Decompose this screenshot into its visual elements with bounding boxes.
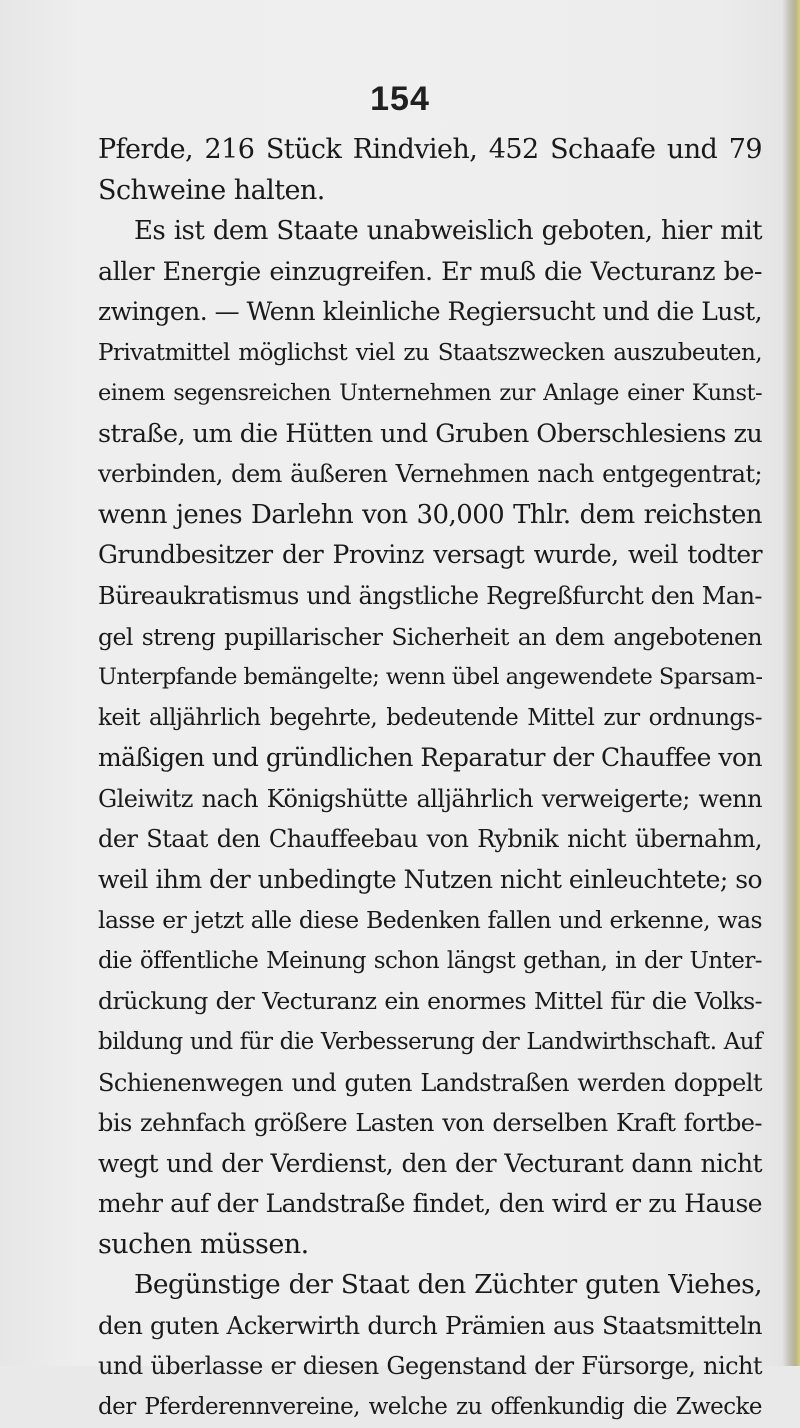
text-line: Schienenwegen und guten Landstraßen werden doppelt [98, 1068, 762, 1097]
page-edge-shadow [782, 0, 800, 1366]
body-text [98, 130, 762, 1428]
page-number: 154 [370, 80, 430, 118]
text-line: bis zehnfach größere Lasten von derselben Kraft fortbe- [98, 1109, 762, 1138]
text-line: Pferde, 216 Stück Rindvieh, 452 Schaafe und 79 [98, 134, 762, 165]
text-line: Begünstige der Staat den Züchter guten Viehes, [134, 1269, 762, 1301]
text-line: und überlasse er diesen Gegenstand der Fürsorge, nicht [98, 1352, 762, 1381]
text-line: Privatmittel möglichst viel zu Staatszwecken auszubeuten, [98, 339, 762, 366]
text-line: Schweine halten. [98, 174, 325, 206]
text-line: weil ihm der unbedingte Nutzen nicht einleuchtete; so [98, 864, 762, 894]
text-line: der Pferderennvereine, welche zu offenkundig die Zwecke [98, 1393, 762, 1420]
text-line: gel streng pupillarischer Sicherheit an dem angebotenen [98, 622, 762, 651]
text-line: einem segensreichen Unternehmen zur Anlage einer Kunst- [98, 380, 762, 407]
text-line: Es ist dem Staate unabweislich geboten, hier mit [134, 216, 762, 247]
text-line: keit alljährlich begehrte, bedeutende Mittel zur ordnungs- [98, 704, 762, 731]
text-line: Gleiwitz nach Königshütte alljährlich verweigerte; wenn [98, 784, 762, 813]
text-line: suchen müssen. [98, 1228, 309, 1260]
text-line: der Staat den Chauffeebau von Rybnik nicht übernahm, [98, 825, 762, 854]
text-line: die öffentliche Meinung schon längst gethan, in der Unter- [98, 947, 762, 974]
text-line: Unterpfande bemängelte; wenn übel angewendete Sparsam- [98, 664, 763, 691]
text-line: straße, um die Hütten und Gruben Oberschlesiens zu [98, 418, 763, 449]
text-line: Grundbesitzer der Provinz versagt wurde, weil todter [98, 540, 762, 570]
text-line: lasse er jetzt alle diese Bedenken fallen und erkenne, was [98, 906, 762, 935]
text-line: den guten Ackerwirth durch Prämien aus Staatsmitteln [98, 1310, 762, 1340]
text-line: Büreaukratismus und ängstliche Regreßfurcht den Man- [98, 582, 762, 611]
text-line: verbinden, dem äußeren Vernehmen nach entgegentrat; [98, 460, 762, 489]
text-line: drückung der Vecturanz ein enormes Mittel für die Volks- [98, 987, 762, 1016]
text-line: wenn jenes Darlehn von 30,000 Thlr. dem reichsten [98, 499, 762, 530]
text-line: mehr auf der Landstraße findet, den wird er zu Hause [98, 1189, 762, 1219]
text-line: aller Energie einzugreifen. Er muß die Vecturanz be- [98, 256, 762, 287]
text-line: bildung und für die Verbesserung der Landwirthschaft. Auf [98, 1029, 762, 1056]
text-line: mäßigen und gründlichen Reparatur der Chauffee von [98, 743, 762, 773]
text-line: zwingen. — Wenn kleinliche Regiersucht und die Lust, [98, 297, 762, 327]
text-line: wegt und der Verdienst, den der Vecturant dann nicht [98, 1148, 762, 1178]
